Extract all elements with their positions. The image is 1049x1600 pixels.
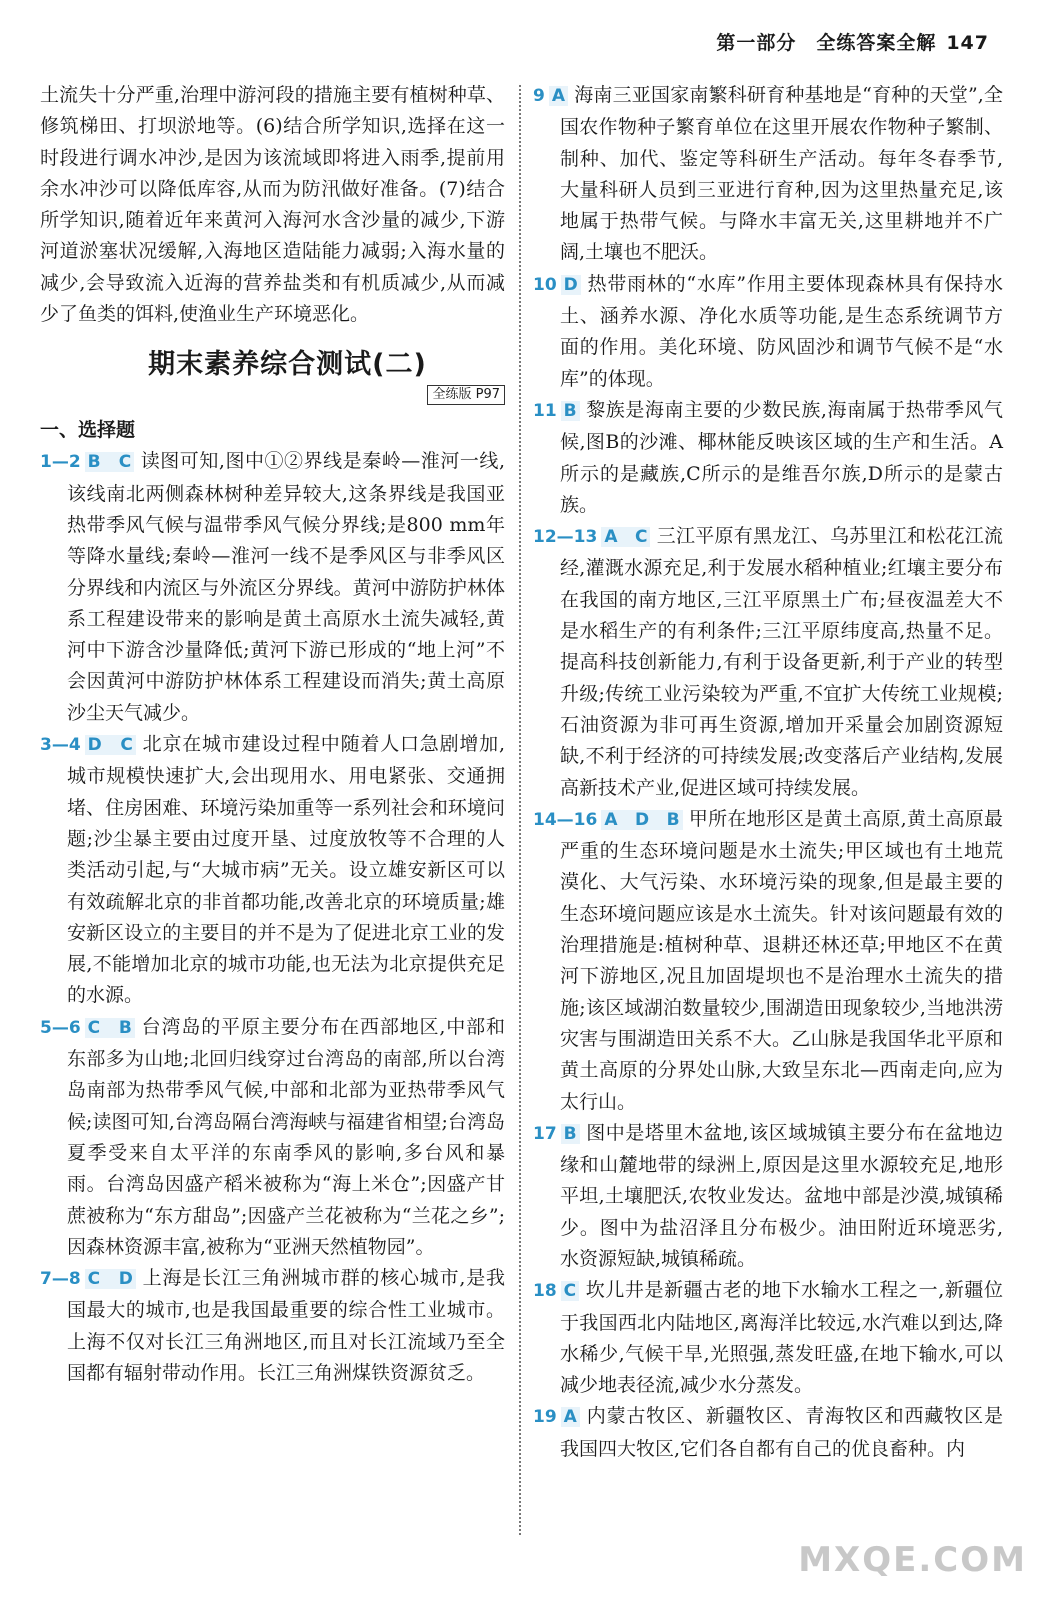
answer-item <box>533 804 1003 1118</box>
right-column <box>533 80 1003 1465</box>
left-column <box>40 80 505 1389</box>
question-number: 14—16 <box>533 809 598 830</box>
answer-letters: C <box>561 1281 579 1301</box>
answer-item <box>533 1118 1003 1275</box>
answer-letters: B <box>561 1124 580 1144</box>
page-header <box>716 28 989 55</box>
question-number: 18 <box>533 1281 557 1302</box>
answer-letters: B <box>561 401 580 421</box>
answer-explanation: 内蒙古牧区、新疆牧区、青海牧区和西藏牧区是我国四大牧区,它们各自都有自己的优良畜种。内 <box>560 1405 1003 1460</box>
question-number: 17 <box>533 1123 557 1144</box>
question-number: 3—4 <box>40 735 81 756</box>
answer-letters: A D B <box>601 810 682 830</box>
answer-explanation: 热带雨林的“水库”作用主要体现森林具有保持水土、涵养水源、净化水质等功能,是生态系统调节方面的作用。美化环境、防风固沙和调节气候不是“水库”的体现。 <box>560 272 1003 390</box>
answer-item <box>533 80 1003 269</box>
reference-tag: 全练版 P97 <box>40 383 505 405</box>
answer-item <box>533 395 1003 521</box>
column-divider <box>519 85 521 1535</box>
answer-letters: A <box>561 1407 580 1427</box>
answer-letters: C B <box>85 1018 135 1038</box>
question-number: 19 <box>533 1407 557 1428</box>
question-number: 5—6 <box>40 1017 81 1038</box>
intro-paragraph: 土流失十分严重,治理中游河段的措施主要有植树种草、修筑梯田、打坝淤地等。(6)结合所学知识,选择在这一时段进行调水冲沙,是因为该流域即将进入雨季,提前用余水冲沙可以降低库容,从而为防汛做好准备。(7)结合所学知识,随着近年来黄河入海河水含沙量的减少,下游河道淤塞状况缓解,入海地区造陆能力减弱;入海水量的减少,会导致流入近海的营养盐类和有机质减少,从而减少了鱼类的饵料,使渔业生产环境恶化。 <box>40 84 505 326</box>
answer-item <box>40 729 505 1012</box>
answer-letters: A <box>549 86 568 106</box>
answer-explanation: 海南三亚国家南繁科研育种基地是“育种的天堂”,全国农作物种子繁育单位在这里开展农作物种子繁制、制种、加代、鉴定等科研生产活动。每年冬春季节,大量科研人员到三亚进行育种,因为这里热量充足,该地属于热带气候。与降水丰富无关,这里耕地并不广阔,土壤也不肥沃。 <box>560 84 1003 264</box>
answer-letters: D <box>561 275 581 295</box>
answer-item <box>533 1275 1003 1401</box>
answer-item <box>533 269 1003 395</box>
question-number: 12—13 <box>533 527 598 548</box>
answer-item <box>40 1012 505 1263</box>
section-head: 一、选择题 <box>40 419 136 442</box>
answer-explanation: 坎儿井是新疆古老的地下水输水工程之一,新疆位于我国西北内陆地区,离海洋比较远,水汽难以到达,降水稀少,气候干旱,光照强,蒸发旺盛,在地下输水,可以减少地表径流,减少水分蒸发。 <box>560 1279 1003 1397</box>
header-title: 第一部分 全练答案全解 <box>716 32 937 54</box>
answer-explanation: 台湾岛的平原主要分布在西部地区,中部和东部多为山地;北回归线穿过台湾岛的南部,所以台湾岛南部为热带季风气候,中部和北部为亚热带季风气候;读图可知,台湾岛隔台湾海峡与福建省相望;台湾岛夏季受来自太平洋的东南季风的影响,多台风和暴雨。台湾岛因盛产稻米被称为“海上米仓”;因盛产甘蔗被称为“东方甜岛”;因盛产兰花被称为“兰花之乡”;因森林资源丰富,被称为“亚洲天然植物园”。 <box>67 1015 505 1258</box>
answer-letters: C D <box>85 1269 136 1289</box>
answer-explanation: 甲所在地形区是黄土高原,黄土高原最严重的生态环境问题是水土流失;甲区域也有土地荒漠化、大气污染、水环境污染的现象,但是最主要的生态环境问题应该是水土流失。针对该问题最有效的治理措施是:植树种草、退耕还林还草;甲地区不在黄河下游地区,况且加固堤坝也不是治理水土流失的措施;该区域湖泊数量较少,围湖造田现象较少,当地洪涝灾害与围湖造田关系不大。乙山脉是我国华北平原和黄土高原的分界处山脉,大致呈东北—西南走向,应为太行山。 <box>560 807 1003 1113</box>
watermark: MXQE.COM <box>798 1540 1027 1580</box>
answer-explanation: 上海是长江三角洲城市群的核心城市,是我国最大的城市,也是我国最重要的综合性工业城市。上海不仅对长江三角洲地区,而且对长江流域乃至全国都有辐射带动作用。长江三角洲煤铁资源贫乏。 <box>67 1267 505 1384</box>
question-number: 10 <box>533 274 557 295</box>
answer-explanation: 北京在城市建设过程中随着人口急剧增加,城市规模快速扩大,会出现用水、用电紧张、交通拥堵、住房困难、环境污染加重等一系列社会和环境问题;沙尘暴主要由过度开垦、过度放牧等不合理的人类活动引起,与“大城市病”无关。设立雄安新区可以有效疏解北京的非首都功能,改善北京的环境质量;雄安新区设立的主要目的并不是为了促进北京工业的发展,不能增加北京的城市功能,也无法为北京提供充足的水源。 <box>67 733 505 1007</box>
answer-item <box>533 1401 1003 1465</box>
question-number: 1—2 <box>40 452 81 473</box>
answer-letters: D C <box>85 735 136 755</box>
section-title: 期末素养综合测试(二) <box>148 349 427 381</box>
answer-explanation: 图中是塔里木盆地,该区域城镇主要分布在盆地边缘和山麓地带的绿洲上,原因是这里水源较充足,地形平坦,土壤肥沃,农牧业发达。盆地中部是沙漠,城镇稀少。图中为盐沼泽且分布极少。油田附近环境恶劣,水资源短缺,城镇稀疏。 <box>560 1121 1003 1270</box>
answer-item <box>40 1263 505 1389</box>
answer-explanation: 三江平原有黑龙江、乌苏里江和松花江流经,灌溉水源充足,利于发展水稻种植业;红壤主要分布在我国的南方地区,三江平原黑土广布;昼夜温差大不是水稻生产的有利条件;三江平原纬度高,热量不足。提高科技创新能力,有利于设备更新,利于产业的转型升级;传统工业污染较为严重,不宜扩大传统工业规模;石油资源为非可再生资源,增加开采量会加剧资源短缺,不利于经济的可持续发展;改变落后产业结构,发展高新技术产业,促进区域可持续发展。 <box>560 525 1003 799</box>
question-number: 7—8 <box>40 1269 81 1290</box>
answer-item <box>533 521 1003 804</box>
answer-letters: B C <box>85 452 135 472</box>
answer-item <box>40 446 505 729</box>
answer-explanation: 黎族是海南主要的少数民族,海南属于热带季风气候,图B的沙滩、椰林能反映该区域的生产和生活。A所示的是藏族,C所示的是维吾尔族,D所示的是蒙古族。 <box>560 398 1003 516</box>
question-number: 9 <box>533 86 545 106</box>
question-number: 11 <box>533 400 557 421</box>
answer-explanation: 读图可知,图中①②界线是秦岭—淮河一线,该线南北两侧森林树种差异较大,这条界线是我国亚热带季风气候与温带季风气候分界线;是800 mm年等降水量线;秦岭—淮河一线不是季风区与非季风区分界线和内流区与外流区分界线。黄河中游防护林体系工程建设带来的影响是黄土高原水土流失减轻,黄河中下游含沙量降低;黄河下游已形成的“地上河”不会因黄河中游防护林体系工程建设而消失;黄土高原沙尘天气减少。 <box>67 450 505 724</box>
page-number: 147 <box>946 32 989 54</box>
answer-letters: A C <box>601 527 650 547</box>
